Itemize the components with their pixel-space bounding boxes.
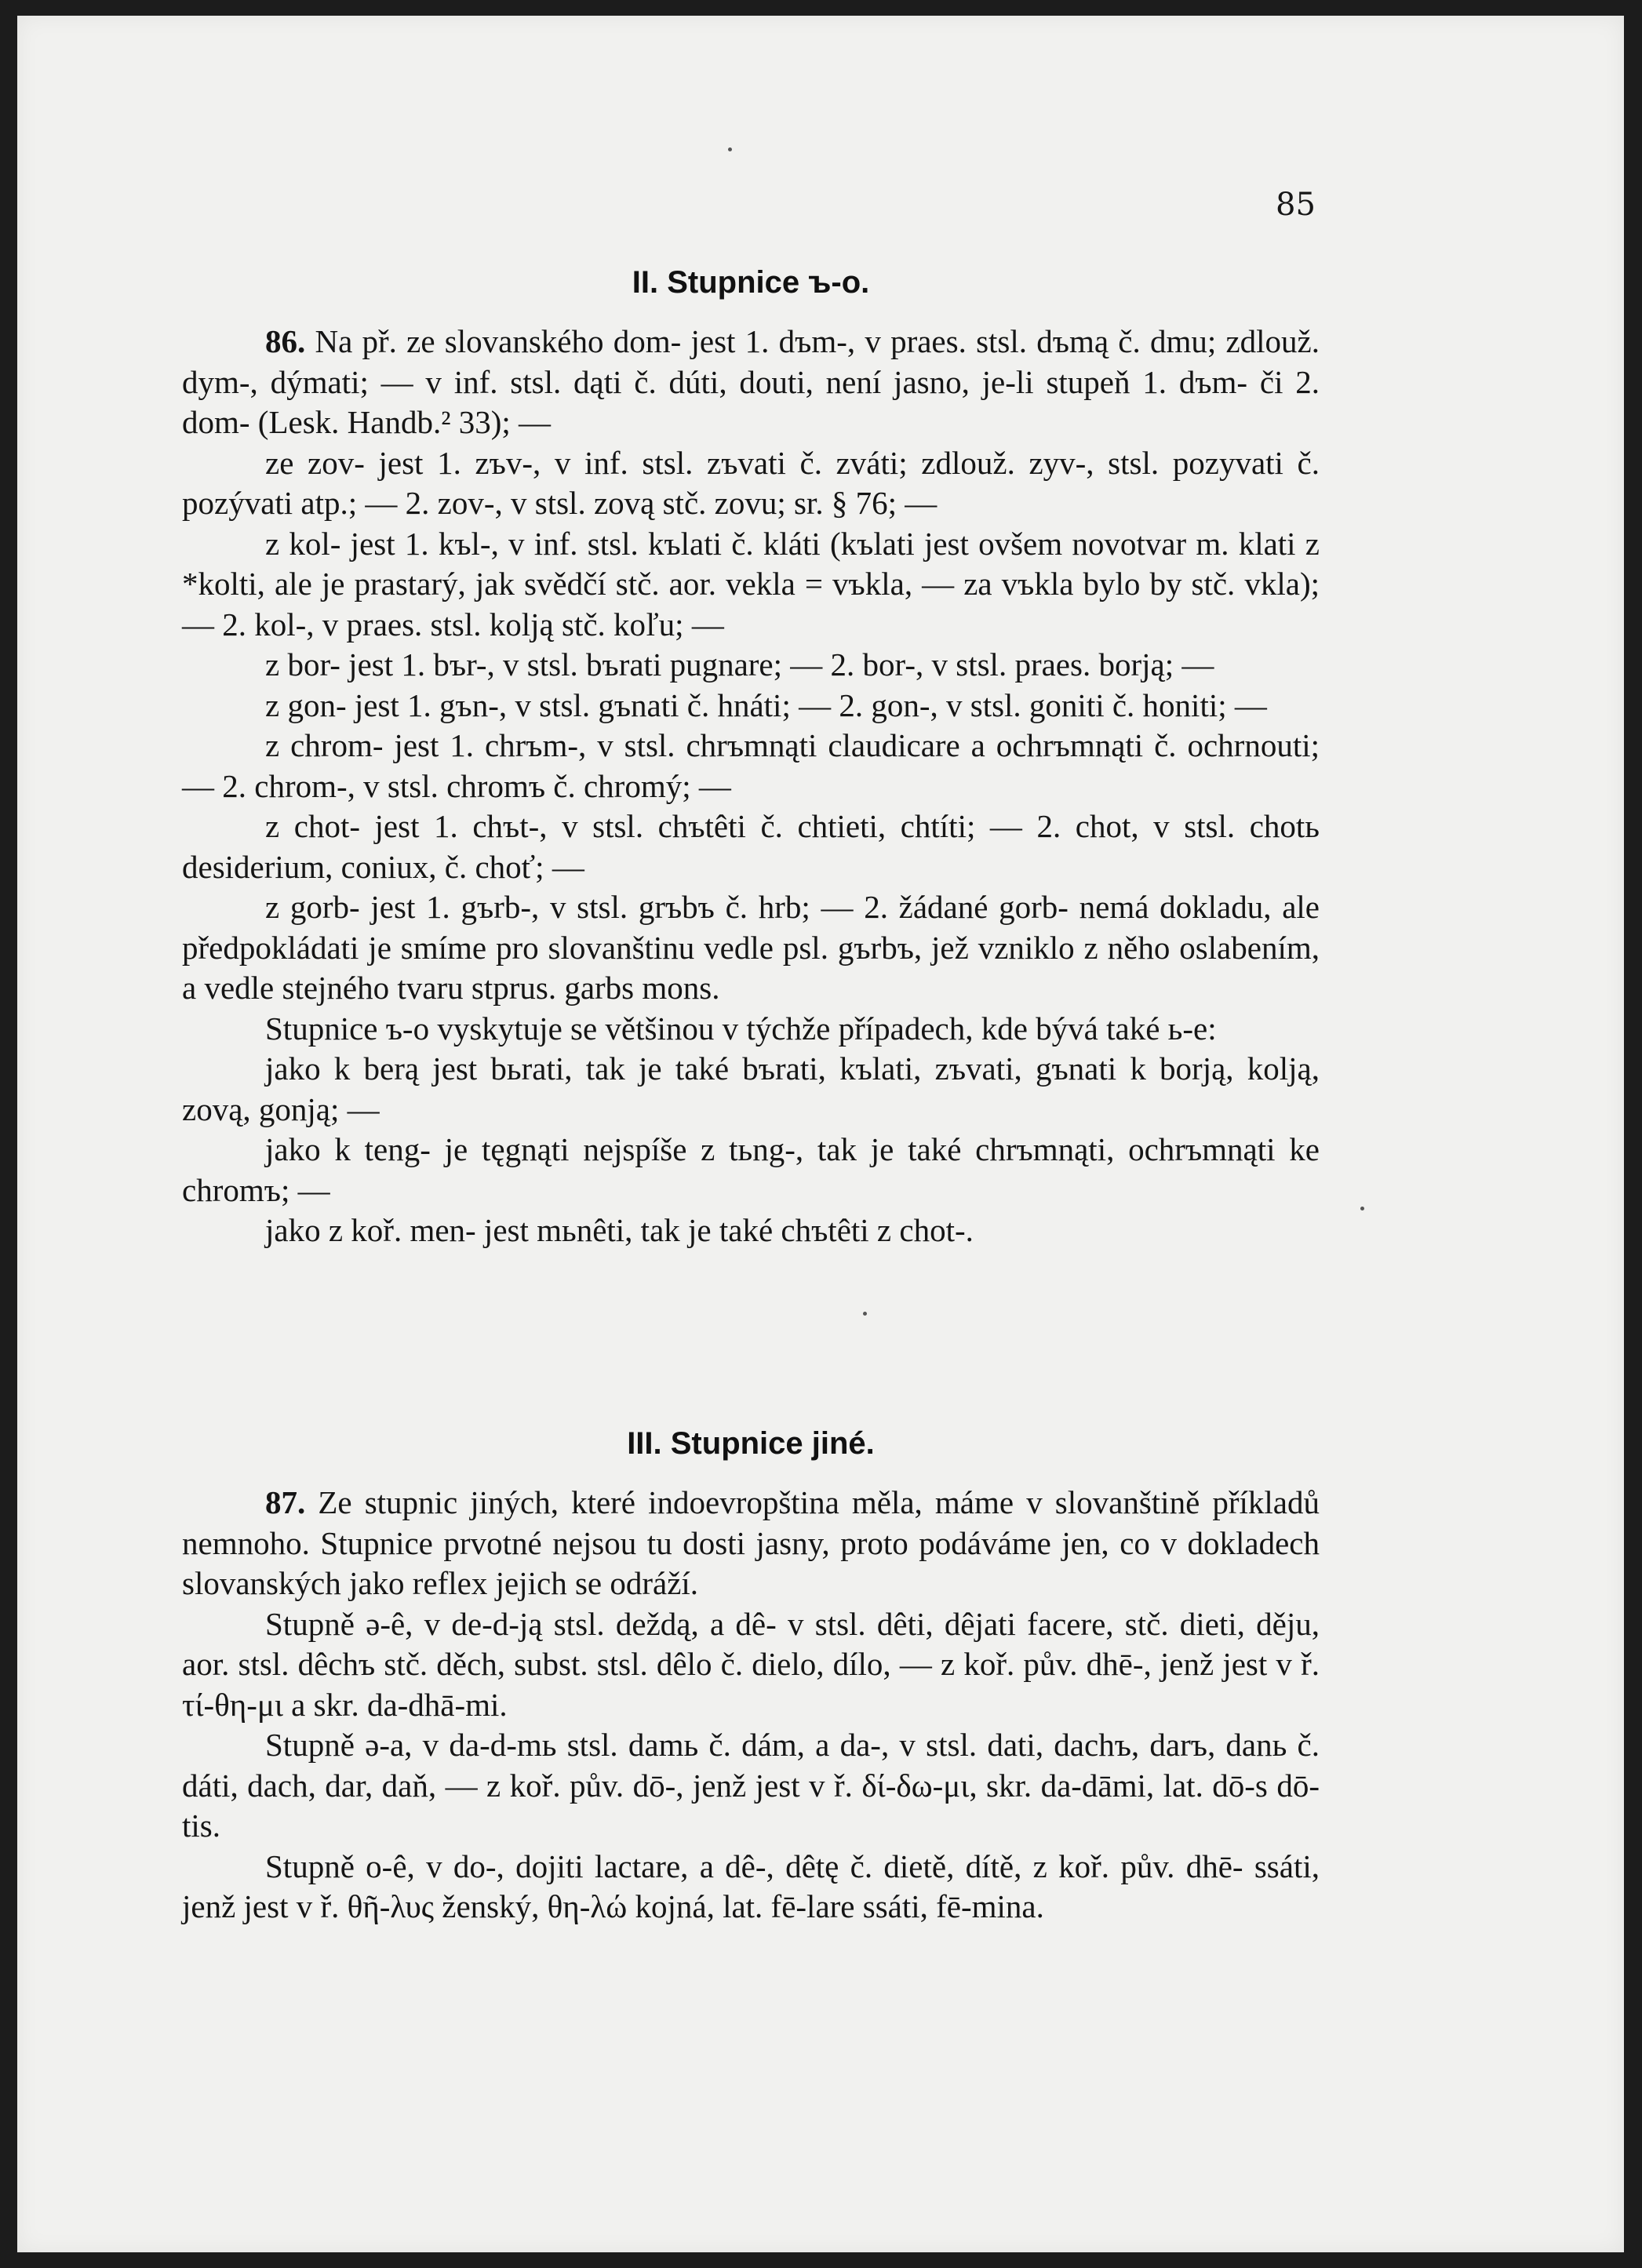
section-iii-body [182, 1483, 1320, 1928]
print-speck [1360, 1207, 1364, 1210]
section-heading-ii: II. Stupnice ъ-o. [632, 265, 870, 300]
print-speck [863, 1312, 867, 1316]
book-page [17, 16, 1624, 2252]
paragraph-text: Na př. ze slovanského dom- jest 1. dъm-, v praes. stsl. dъmą č. dmu; zdlouž. dym-, dýmati; — v inf. stsl. dąti č. dúti, douti, není jasno, je-li stupeň 1. dъm- či 2. dom- (Lesk. Handb.² 33); — [182, 323, 1320, 440]
paragraph: Stupně ə-a, v da-d-mь stsl. damь č. dám, a da-, v stsl. dati, dachъ, darъ, danь č. dáti, dach, dar, daň, — z koř. pův. dō-, jenž jest v ř. δί-δω-μι, skr. da-dāmi, lat. dō-s dō-tis. [182, 1727, 1320, 1844]
paragraph: z gon- jest 1. gъn-, v stsl. gъnati č. hnáti; — 2. gon-, v stsl. goniti č. honiti; — [265, 686, 1267, 723]
paragraph-86 [182, 322, 1320, 443]
paragraph: z chrom- jest 1. chrъm-, v stsl. chrъmnąti claudicare a ochrъmnąti č. ochrnouti; — 2. chrom-, v stsl. chromъ č. chromý; — [182, 727, 1320, 804]
page-number: 85 [1276, 187, 1316, 223]
paragraph: z chot- jest 1. chъt-, v stsl. chъtêti č. chtieti, chtíti; — 2. chot, v stsl. chotь desiderium, coniux, č. choť; — [182, 808, 1320, 885]
paragraph: ze zov- jest 1. zъv-, v inf. stsl. zъvati č. zváti; zdlouž. zyv-, stsl. pozyvati č. pozývati atp.; — 2. zov-, v stsl. zovą stč. zovu; sr. § 76; — [182, 444, 1320, 521]
paragraph-text: Ze stupnic jiných, které indoevropština měla, máme v slovanštině příkladů nemnoho. Stupnice prvotné nejsou tu dosti jasny, proto podáváme jen, co v dokladech slovanských jako reflex jejich se odráží. [182, 1484, 1320, 1601]
section-number: 87. [265, 1484, 306, 1520]
section-number: 86. [265, 323, 306, 359]
paragraph: z bor- jest 1. bъr-, v stsl. bъrati pugnare; — 2. bor-, v stsl. praes. borją; — [265, 646, 1214, 683]
paragraph: z kol- jest 1. kъl-, v inf. stsl. kъlati č. kláti (kъlati jest ovšem novotvar m. klati z *kolti, ale je prastarý, jak svědčí stč. aor. vekla = vъkla, — za vъkla bylo by stč. vkla); — 2. kol-, v praes. stsl. kolją stč. koľu; — [182, 525, 1320, 643]
paragraph: z gorb- jest 1. gъrb-, v stsl. grъbъ č. hrb; — 2. žádané gorb- nemá dokladu, ale předpokládati je smíme pro slovanštinu vedle psl. gъrbъ, jež vzniklo z něho oslabením, a vedle stejného tvaru stprus. garbs mons. [182, 889, 1320, 1006]
paragraph: jako z koř. men- jest mьnêti, tak je také chъtêti z chot-. [265, 1212, 974, 1248]
paragraph: jako k teng- je tęgnąti nejspíše z tьng-, tak je také chrъmnąti, ochrъmnąti ke chromъ; — [182, 1131, 1320, 1208]
paragraph: jako k berą jest bьrati, tak je také bъrati, kъlati, zъvati, gъnati k borją, kolją, zovą, gonją; — [182, 1050, 1320, 1127]
paragraph: Stupnice ъ-o vyskytuje se většinou v týchže případech, kde bývá také ь-e: [265, 1010, 1217, 1047]
paragraph-87 [182, 1483, 1320, 1604]
paragraph: Stupně o-ê, v do-, dojiti lactare, a dê-, dêtę č. dietě, dítě, z koř. pův. dhē- ssáti, jenž jest v ř. θῆ-λυς ženský, θη-λώ kojná, lat. fē-lare ssáti, fē-mina. [182, 1848, 1320, 1924]
paragraph: Stupně ə-ê, v de-d-ją stsl. deždą, a dê- v stsl. dêti, dêjati facere, stč. dieti, děju, aor. stsl. dêchъ stč. děch, subst. stsl. dêlo č. dielo, dílo, — z koř. pův. dhē-, jenž jest v ř. τί-θη-μι a skr. da-dhā-mi. [182, 1605, 1320, 1723]
section-ii-body [182, 322, 1320, 1251]
section-heading-iii: III. Stupnice jiné. [627, 1426, 875, 1461]
print-speck [728, 147, 732, 151]
